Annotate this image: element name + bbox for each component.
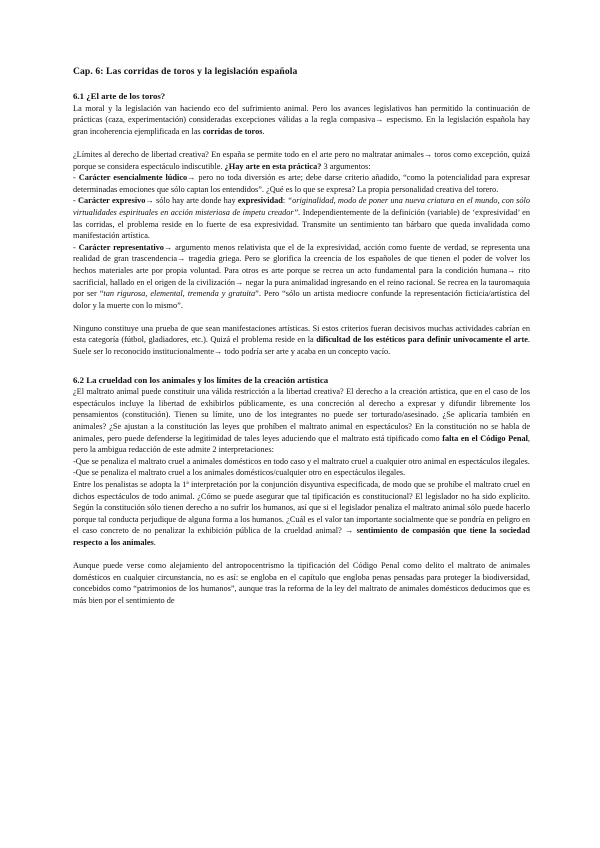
- paragraph: La moral y la legislación van haciendo eco del sufrimiento animal. Pero los avances legislativos han permitido la continuación de prácticas (caza, experimentación) consideradas excepciones válidas a la regla compasiva→ especismo. En la legislación española hay gran incoherencia ejemplificada en las corridas de toros.: [73, 103, 530, 136]
- argument-ludico: - Carácter esencialmente lúdico→ pero no toda diversión es arte; debe darse criterio añadido, “como la potencialidad para expresar determinadas emociones que sólo captan los entendidos”. ¿Qué es lo que se expresa? La propia personalidad creativa del torero.: [73, 173, 530, 194]
- paragraph: ¿El maltrato animal puede constituir una válida restricción a la libertad creativa? El derecho a la creación artística, que en el caso de los espectáculos incluye la libertad de exhibirlos públicamente, es una concreción al derecho a expresar y difundir libremente los pensamientos (constitución). Tienen su límite, uno de los integrantes no puede ser torturado/asesinado. ¿Se aplicaría también en animales? ¿Se ajustan a la constitución las leyes que prohíben el maltrato animal en espectáculos? En la constitución no se habla de animales, pero puede defenderse la legitimidad de tales leyes aduciendo que el maltrato está tipificado como falta en el Código Penal, pero la ambigua redacción de este admite 2 interpretaciones:: [73, 387, 530, 455]
- paragraph: Aunque puede verse como alejamiento del antropocentrismo la tipificación del Código Penal como delito el maltrato de animales domésticos en cualquier circunstancia, no es así: se engloba en el capítulo que engloba penas pensadas para proteger la biodiversidad, concebidos como “patrimonios de los humanos”, aunque tras la reforma de la ley del maltrato de animales domésticos deducimos que es más bien por el sentimiento de: [73, 561, 530, 605]
- argument-representativo: - Carácter representativo→ argumento menos relativista que el de la expresividad, acción como fuente de verdad, se representa una realidad de gran trascendencia→ tragedia griega. Pero se glorifica la creencia de los españoles de que tienen el poder de volver los hechos materiales arte por propia voluntad. Para otros es arte porque se recrea un acto fundamental para la condición humana→ rito sacrificial, hallado en el origen de la civilización→ negar la pura animalidad ingresando en el reino racional. Se recrea en la tauromaquia por ser “tan rigurosa, elemental, tremenda y gratuita”. Pero “sólo un artista mediocre confunde la representación ficticia/artística del dolor y la muerte con lo mismo”.: [73, 242, 530, 310]
- interpretation-2: -Que se penaliza el maltrato cruel a los animales domésticos/cualquier otro en espectáculos ilegales.: [73, 468, 406, 478]
- section-heading-6-2: 6.2 La crueldad con los animales y los límites de la creación artística: [73, 374, 329, 385]
- paragraph: Entre los penalistas se adopta la 1ª interpretación por la conjunción disyuntiva especificada, de modo que se prohíbe el maltrato cruel en dichos espectáculos de todo animal. ¿Cómo se puede asegurar que tal tipificación es constitucional? El legislador no ha sido explícito. Según la constitución sólo tienen derecho a no sufrir los humanos, así que si el legislador penaliza el maltrato animal sólo puede hacerlo porque tal conducta perjudique de alguna forma a los humanos. ¿Cuál es el valor tan importante socialmente que se pondría en peligro en el caso concreto de no penalizar la exhibición pública de la crueldad animal? → sentimiento de compasión que tiene la sociedad respecto a los animales.: [73, 480, 530, 547]
- argument-expresivo: - Carácter expresivo→ sólo hay arte donde hay expresividad: “originalidad, modo de poner una nueva criatura en el mundo, con sólo virtualidades espirituales en acción misteriosa de ímpetu creador”. Independientemente de la definición (variable) de ‘expresividad’ en las corridas, el problema reside en lo fuerte de esa expresividad. Transmite un sentimiento tan bárbaro que queda invalidada como manifestación artística.: [73, 196, 530, 241]
- paragraph: ¿Límites al derecho de libertad creativa? En españa se permite todo en el arte pero no maltratar animales→ toros como excepción, quizá porque se considera espectáculo indiscutible. ¿Hay arte en esta práctica? 3 argumentos:: [73, 149, 530, 171]
- chapter-title: Cap. 6: Las corridas de toros y la legislación española: [73, 66, 298, 77]
- paragraph: Ninguno constituye una prueba de que sean manifestaciones artísticas. Si estos criterios fueran decisivos muchas actividades cabrían en esta categoría (fútbol, gladiadores, etc.). Quizá el problema reside en la dificultad de los estéticos para definir unívocamente el arte. Suele ser lo reconocido institucionalmente→ todo podría ser arte y acaba en un concepto vacío.: [73, 323, 530, 357]
- interpretation-1: -Que se penaliza el maltrato cruel a animales domésticos en todo caso y el maltrato cruel a cualquier otro animal en espectáculos ilegales.: [73, 456, 530, 466]
- document-page: [73, 66, 530, 607]
- section-heading-6-1: 6.1 ¿El arte de los toros?: [73, 91, 166, 101]
